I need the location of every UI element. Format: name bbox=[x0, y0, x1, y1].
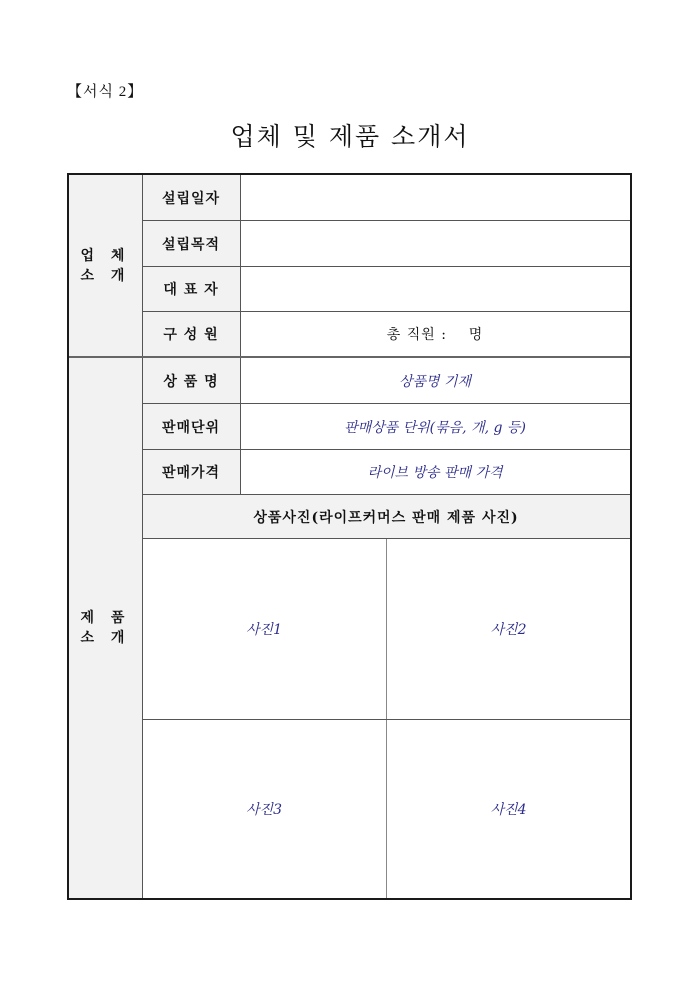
product-name-field[interactable]: 상품명 기재 bbox=[398, 373, 472, 390]
label-representative: 대 표 자 bbox=[142, 267, 240, 311]
section-divider bbox=[69, 356, 630, 358]
photo-slot-4[interactable]: 사진4 bbox=[490, 802, 527, 818]
divider-group-column bbox=[142, 175, 143, 898]
company-group-line2: 소 개 bbox=[80, 267, 131, 284]
photo-slot-2[interactable]: 사진2 bbox=[490, 622, 527, 638]
row-divider bbox=[142, 311, 630, 312]
employee-count-field[interactable]: 총 직원 : 명 bbox=[386, 327, 484, 343]
row-divider bbox=[142, 449, 630, 450]
row-divider bbox=[142, 719, 630, 720]
document-title: 업체 및 제품 소개서 bbox=[230, 122, 470, 151]
introduction-form-table bbox=[67, 173, 632, 900]
row-divider bbox=[142, 494, 630, 495]
row-divider bbox=[142, 403, 630, 404]
sales-price-field[interactable]: 라이브 방송 판매 가격 bbox=[367, 465, 503, 481]
sales-unit-field[interactable]: 판매상품 단위(묶음, 개, g 등) bbox=[344, 419, 526, 436]
row-divider bbox=[142, 220, 630, 221]
photo-slot-1[interactable]: 사진1 bbox=[246, 622, 282, 638]
label-founding-purpose: 설립목적 bbox=[142, 221, 240, 266]
divider-label-column bbox=[240, 175, 241, 494]
founding-purpose-field[interactable] bbox=[240, 221, 630, 266]
divider-photo-column bbox=[386, 538, 387, 898]
label-sales-unit: 판매단위 bbox=[142, 404, 240, 449]
row-divider bbox=[142, 538, 630, 539]
label-founding-date: 설립일자 bbox=[142, 175, 240, 220]
representative-field[interactable] bbox=[240, 267, 630, 311]
company-group-line1: 업 체 bbox=[80, 247, 131, 264]
label-sales-price: 판매가격 bbox=[142, 450, 240, 494]
label-product-name: 상 품 명 bbox=[142, 358, 240, 403]
form-number-label: 【서식 2】 bbox=[67, 84, 144, 100]
label-members: 구 성 원 bbox=[142, 312, 240, 356]
company-group-header bbox=[69, 175, 142, 356]
product-group-header bbox=[69, 358, 142, 898]
photo-slot-3[interactable]: 사진3 bbox=[246, 802, 282, 818]
row-divider bbox=[142, 266, 630, 267]
founding-date-field[interactable] bbox=[240, 175, 630, 220]
product-group-line1: 제 품 bbox=[80, 610, 131, 626]
photo-section-header: 상품사진(라이프커머스 판매 제품 사진) bbox=[142, 495, 630, 538]
product-group-line2: 소 개 bbox=[80, 630, 131, 646]
